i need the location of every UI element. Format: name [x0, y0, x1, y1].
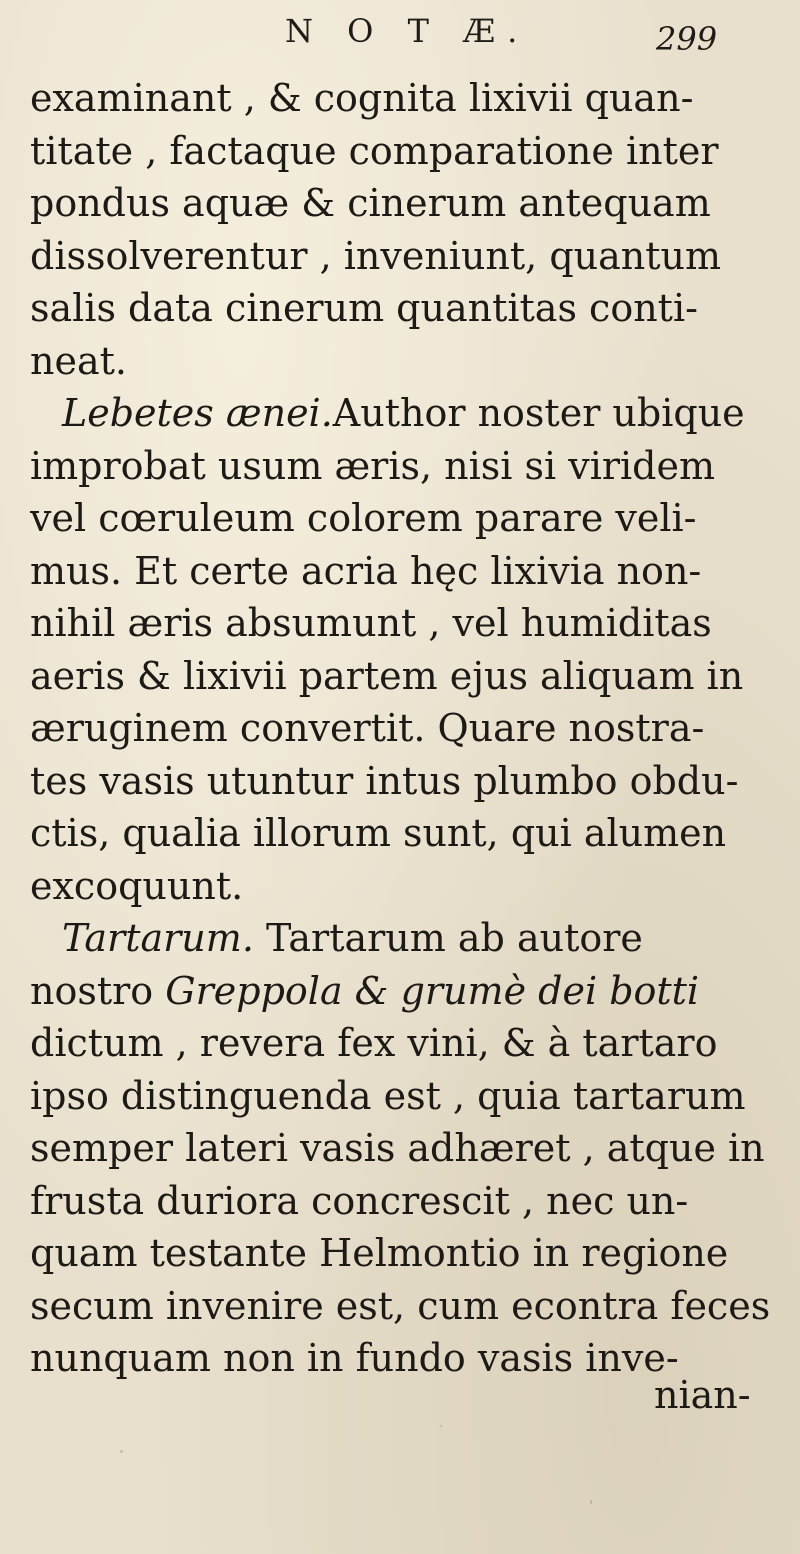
text-line	[30, 335, 770, 388]
line-text: ipso distinguenda est , quia tartarum	[30, 1073, 746, 1118]
line-text: tes vasis utuntur intus plumbo obdu-	[30, 758, 739, 803]
text-line	[30, 965, 770, 1018]
text-line	[30, 807, 770, 860]
text-line	[30, 650, 770, 703]
text-line	[30, 72, 770, 125]
line-text: nunquam non in fundo vasis inve-	[30, 1336, 679, 1380]
catchword: nian-	[654, 1373, 751, 1417]
text-line	[30, 282, 770, 335]
line-text: secum invenire est, cum econtra feces	[30, 1283, 770, 1328]
text-line	[30, 912, 770, 965]
running-title: N O T Æ.	[285, 12, 530, 50]
line-text: titate , factaque comparatione inter	[30, 128, 719, 173]
text-line	[30, 545, 770, 598]
line-text: nihil æris absumunt , vel humiditas	[30, 601, 712, 645]
text-line	[30, 387, 770, 440]
line-text: pondus aquæ & cinerum antequam	[30, 181, 711, 225]
line-text: vel cœruleum colorem parare veli-	[30, 496, 697, 540]
text-line	[30, 492, 770, 545]
marginal-heading: Tartarum.	[62, 916, 254, 960]
line-text: ctis, qualia illorum sunt, qui alumen	[30, 811, 727, 855]
line-text: frusta duriora concrescit , nec un-	[30, 1178, 689, 1223]
paper-speck	[590, 1500, 592, 1504]
marginal-heading: Lebetes ænei.	[62, 391, 333, 435]
text-line	[30, 230, 770, 283]
page-number: 299	[656, 20, 718, 58]
line-text: nostro	[30, 968, 166, 1013]
body-text	[30, 72, 770, 1385]
line-text: Tartarum ab autore	[266, 916, 643, 960]
line-text: dictum , revera fex vini, & à tartaro	[30, 1021, 718, 1065]
line-text: neat.	[30, 338, 127, 383]
text-line	[30, 755, 770, 808]
text-line	[30, 1175, 770, 1228]
line-text: improbat usum æris, nisi si viridem	[30, 443, 716, 488]
text-line	[30, 860, 770, 913]
text-line	[30, 1280, 770, 1333]
paper-speck	[120, 1450, 123, 1453]
line-text: Author noster ubique	[332, 391, 745, 435]
line-text: dissolverentur , inveniunt, quantum	[30, 233, 722, 278]
line-text: excoquunt.	[30, 863, 244, 908]
text-line	[30, 597, 770, 650]
text-line	[30, 1070, 770, 1123]
text-line	[30, 1122, 770, 1175]
italic-phrase: Greppola & grumè dei botti	[165, 968, 700, 1013]
text-line	[30, 177, 770, 230]
line-text: quam testante Helmontio in regione	[30, 1231, 729, 1275]
text-line	[30, 1227, 770, 1280]
text-line	[30, 702, 770, 755]
text-line	[30, 125, 770, 178]
line-text: aeris & lixivii partem ejus aliquam in	[30, 653, 744, 698]
line-text: semper lateri vasis adhæret , atque in	[30, 1126, 765, 1170]
page-header	[0, 6, 800, 56]
line-text: mus. Et certe acria hęc lixivia non-	[30, 548, 702, 593]
line-text: salis data cinerum quantitas conti-	[30, 286, 698, 330]
text-line	[30, 440, 770, 493]
text-line	[30, 1017, 770, 1070]
line-text: examinant , & cognita lixivii quan-	[30, 76, 694, 120]
line-text: æruginem convertit. Quare nostra-	[30, 706, 705, 750]
paper-speck	[440, 1425, 442, 1427]
